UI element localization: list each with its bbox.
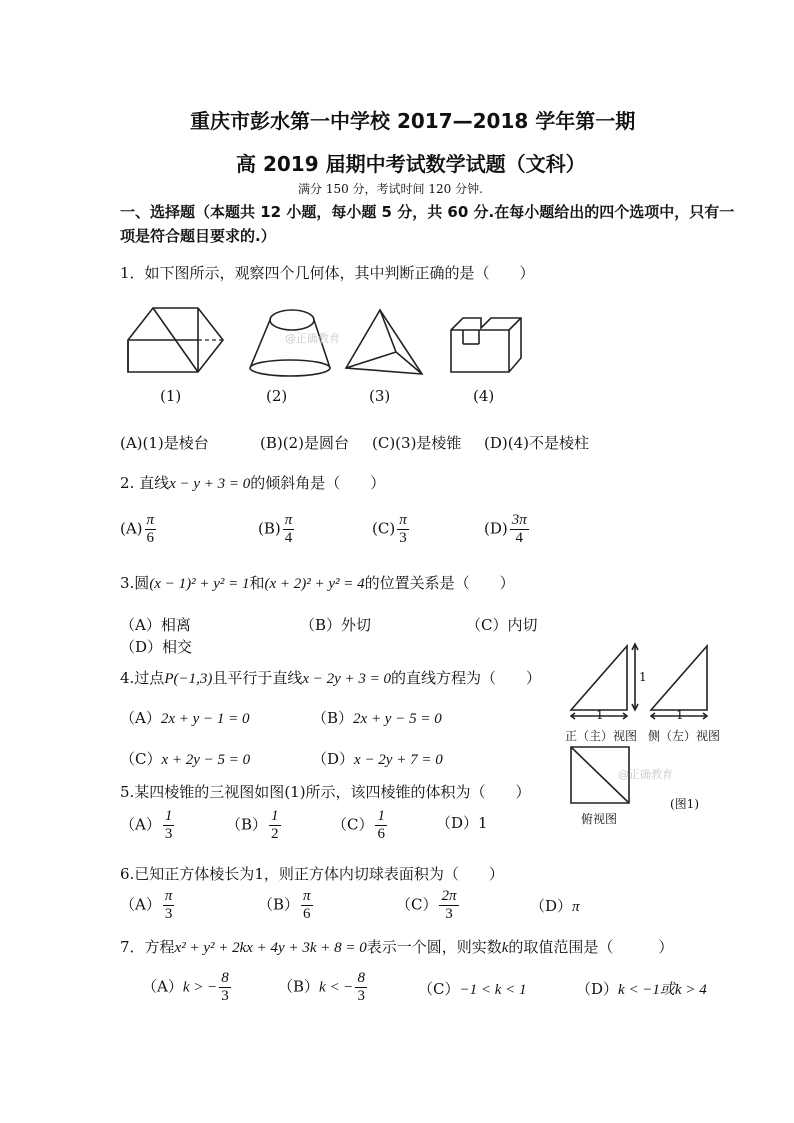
option-label: （D） bbox=[312, 750, 355, 768]
denominator: 3 bbox=[164, 906, 173, 922]
question-2-text bbox=[120, 472, 385, 493]
numerator: π bbox=[284, 512, 293, 528]
fraction bbox=[355, 970, 367, 1005]
figure-3-label: (3) bbox=[369, 387, 391, 405]
q1-option-b[interactable]: (B)(2)是圆台 bbox=[260, 434, 349, 452]
figure-2-label: (2) bbox=[266, 387, 288, 405]
q2-option-c[interactable] bbox=[372, 512, 409, 547]
fraction bbox=[397, 512, 409, 547]
question-3-text bbox=[120, 572, 515, 593]
denominator: 6 bbox=[146, 530, 155, 546]
figure-3-pyramid bbox=[338, 300, 428, 380]
question-5-text: 5.某四棱锥的三视图如图(1)所示，该四棱锥的体积为（ ） bbox=[120, 783, 531, 801]
front-width-dim-label: 1 bbox=[596, 708, 604, 722]
q1-option-c[interactable]: (C)(3)是棱锥 bbox=[372, 434, 462, 452]
denominator: 3 bbox=[445, 906, 453, 922]
figure-4-notched-prism bbox=[443, 300, 533, 380]
front-view-label: 正（主）视图 bbox=[565, 729, 638, 743]
watermark: @正确教育 bbox=[618, 768, 673, 781]
numerator: 8 bbox=[357, 970, 365, 986]
numerator: 8 bbox=[221, 970, 229, 986]
option-label: (B) bbox=[258, 519, 281, 538]
option-label: （C） bbox=[396, 895, 438, 914]
q7-mid: 表示一个圆，则实数 bbox=[366, 938, 502, 956]
q6-option-c[interactable] bbox=[396, 888, 459, 923]
option-label: (A) bbox=[120, 519, 143, 538]
q2-equation: x − y + 3 = 0 bbox=[169, 476, 251, 492]
q2-option-b[interactable] bbox=[258, 512, 294, 547]
q7-option-a[interactable] bbox=[142, 970, 231, 1005]
option-expr: k < −1或k > 4 bbox=[618, 982, 707, 998]
q2-suffix: 的倾斜角是（ ） bbox=[250, 474, 386, 492]
exam-info: 满分 150 分，考试时间 120 分钟. bbox=[298, 182, 483, 196]
option-label: （A） bbox=[120, 709, 161, 727]
question-4-text bbox=[120, 667, 541, 688]
fraction bbox=[269, 808, 281, 843]
q3-suffix: 的位置关系是（ ） bbox=[364, 574, 515, 592]
numerator: 3π bbox=[511, 512, 527, 528]
option-label: （A） bbox=[120, 895, 161, 914]
q6-option-a[interactable] bbox=[120, 888, 174, 923]
q4-point: P(−1,3) bbox=[164, 671, 213, 687]
figure-1-caption: (图1) bbox=[670, 797, 699, 811]
option-label: （D） bbox=[530, 897, 573, 915]
q5-option-d[interactable] bbox=[436, 812, 488, 833]
option-label: (D) bbox=[484, 519, 508, 538]
q4-option-a[interactable] bbox=[120, 707, 250, 728]
denominator: 3 bbox=[357, 988, 365, 1004]
numerator: 1 bbox=[164, 808, 173, 824]
figure-1-polyhedron bbox=[118, 300, 228, 380]
option-expr: −1 < k < 1 bbox=[459, 982, 527, 998]
q4-option-c[interactable] bbox=[120, 748, 250, 769]
q3-option-a[interactable]: （A）相离 bbox=[120, 616, 191, 634]
option-label: （C） bbox=[120, 750, 162, 768]
q6-option-d[interactable] bbox=[530, 895, 580, 916]
option-label: （B） bbox=[312, 709, 354, 727]
q6-prefix: 6.已知正方体棱长为 bbox=[120, 865, 255, 883]
question-7-text bbox=[120, 936, 673, 957]
q1-option-d[interactable]: (D)(4)不是棱柱 bbox=[484, 434, 589, 452]
side-view-label: 侧（左）视图 bbox=[648, 729, 721, 743]
fraction bbox=[145, 512, 157, 547]
option-label: （A） bbox=[142, 977, 183, 996]
option-label: （B） bbox=[258, 895, 300, 914]
fraction bbox=[163, 888, 175, 923]
q2-option-d[interactable] bbox=[484, 512, 529, 547]
q3-mid: 和 bbox=[249, 574, 265, 592]
figure-1-label: (1) bbox=[160, 387, 182, 405]
side-width-dim-label: 1 bbox=[676, 708, 684, 722]
q4-mid: 且平行于直线 bbox=[212, 669, 303, 687]
fraction bbox=[375, 808, 387, 843]
numerator: π bbox=[146, 512, 155, 528]
option-label: (C) bbox=[372, 519, 396, 538]
option-expr: k < − bbox=[319, 979, 354, 996]
denominator: 3 bbox=[164, 826, 173, 842]
q7-var: k bbox=[501, 940, 509, 956]
q6-option-b[interactable] bbox=[258, 888, 313, 923]
q4-prefix: 4.过点 bbox=[120, 669, 165, 687]
option-label: （C） bbox=[332, 815, 374, 834]
fraction bbox=[283, 512, 295, 547]
q2-option-a[interactable] bbox=[120, 512, 156, 547]
q4-suffix: 的直线方程为（ ） bbox=[391, 669, 542, 687]
q5-option-b[interactable] bbox=[226, 808, 281, 843]
figure-4-label: (4) bbox=[473, 387, 495, 405]
q3-option-c[interactable]: （C）内切 bbox=[466, 616, 538, 634]
denominator: 3 bbox=[399, 530, 407, 546]
fraction bbox=[219, 970, 231, 1005]
q3-prefix: 3.圆 bbox=[120, 574, 150, 592]
numerator: 1 bbox=[271, 808, 279, 824]
denominator: 4 bbox=[284, 530, 293, 546]
numerator: π bbox=[164, 888, 173, 904]
option-value: π bbox=[572, 899, 580, 915]
denominator: 6 bbox=[377, 826, 385, 842]
height-dim-label: 1 bbox=[639, 670, 647, 684]
q3-option-d[interactable]: （D）相交 bbox=[120, 638, 193, 656]
front-view-figure bbox=[565, 640, 647, 720]
q7-option-b[interactable] bbox=[278, 970, 367, 1005]
numerator: π bbox=[303, 888, 311, 904]
q2-prefix: 2. 直线 bbox=[120, 474, 170, 492]
option-expr: x + 2y − 5 = 0 bbox=[161, 752, 251, 768]
option-expr: x − 2y + 7 = 0 bbox=[354, 752, 443, 768]
title-line-2: 高 2019 届期中考试数学试题（文科） bbox=[236, 152, 586, 176]
numerator: π bbox=[399, 512, 407, 528]
q3-option-b[interactable]: （B）外切 bbox=[300, 616, 372, 634]
q5-option-a[interactable] bbox=[120, 808, 174, 843]
section-heading-cont: 项是符合题目要求的.） bbox=[120, 227, 276, 245]
q7-equation: x² + y² + 2kx + 4y + 3k + 8 = 0 bbox=[174, 940, 367, 956]
q5-option-c[interactable] bbox=[332, 808, 387, 843]
q4-option-d[interactable] bbox=[312, 748, 443, 769]
numerator: 1 bbox=[377, 808, 385, 824]
option-label: （B） bbox=[278, 977, 320, 996]
option-label: （D） bbox=[576, 980, 619, 998]
fraction bbox=[163, 808, 175, 843]
option-expr: 2x + y − 5 = 0 bbox=[353, 711, 442, 727]
option-label: （C） bbox=[418, 980, 460, 998]
q7-prefix: 7．方程 bbox=[120, 938, 175, 956]
q3-circle-2: (x + 2)² + y² = 4 bbox=[264, 576, 365, 592]
top-view-label: 俯视图 bbox=[581, 812, 618, 826]
q7-suffix: 的取值范围是（ ） bbox=[508, 938, 674, 956]
q6-suffix: ，则正方体内切球表面积为（ ） bbox=[263, 865, 504, 883]
title-line-1: 重庆市彭水第一中学校 2017—2018 学年第一期 bbox=[190, 109, 636, 133]
q7-option-c[interactable] bbox=[418, 978, 527, 999]
option-expr: k > − bbox=[182, 979, 218, 996]
option-value: 1 bbox=[478, 814, 488, 832]
denominator: 3 bbox=[221, 988, 229, 1004]
q1-option-a[interactable]: (A)(1)是棱台 bbox=[120, 434, 209, 452]
option-label: （A） bbox=[120, 815, 161, 834]
option-expr: 2x + y − 1 = 0 bbox=[160, 711, 250, 727]
fraction bbox=[439, 888, 458, 923]
denominator: 2 bbox=[271, 826, 279, 842]
section-heading: 一、选择题（本题共 12 小题，每小题 5 分，共 60 分.在每小题给出的四个选项中，只有一 bbox=[120, 203, 735, 221]
watermark: @正确教育 bbox=[285, 332, 340, 345]
q4-line: x − 2y + 3 = 0 bbox=[302, 671, 392, 687]
q7-option-d[interactable] bbox=[576, 978, 707, 999]
q6-edge: 1 bbox=[254, 865, 264, 883]
numerator: 2π bbox=[441, 888, 457, 904]
option-label: （D） bbox=[436, 814, 479, 832]
fraction bbox=[510, 512, 529, 547]
q4-option-b[interactable] bbox=[312, 707, 442, 728]
question-1-text: 1．如下图所示，观察四个几何体，其中判断正确的是（ ） bbox=[120, 264, 535, 282]
denominator: 6 bbox=[303, 906, 311, 922]
question-6-text bbox=[120, 863, 504, 884]
q3-circle-1: (x − 1)² + y² = 1 bbox=[149, 576, 250, 592]
denominator: 4 bbox=[515, 530, 523, 546]
option-label: （B） bbox=[226, 815, 268, 834]
fraction bbox=[301, 888, 313, 923]
